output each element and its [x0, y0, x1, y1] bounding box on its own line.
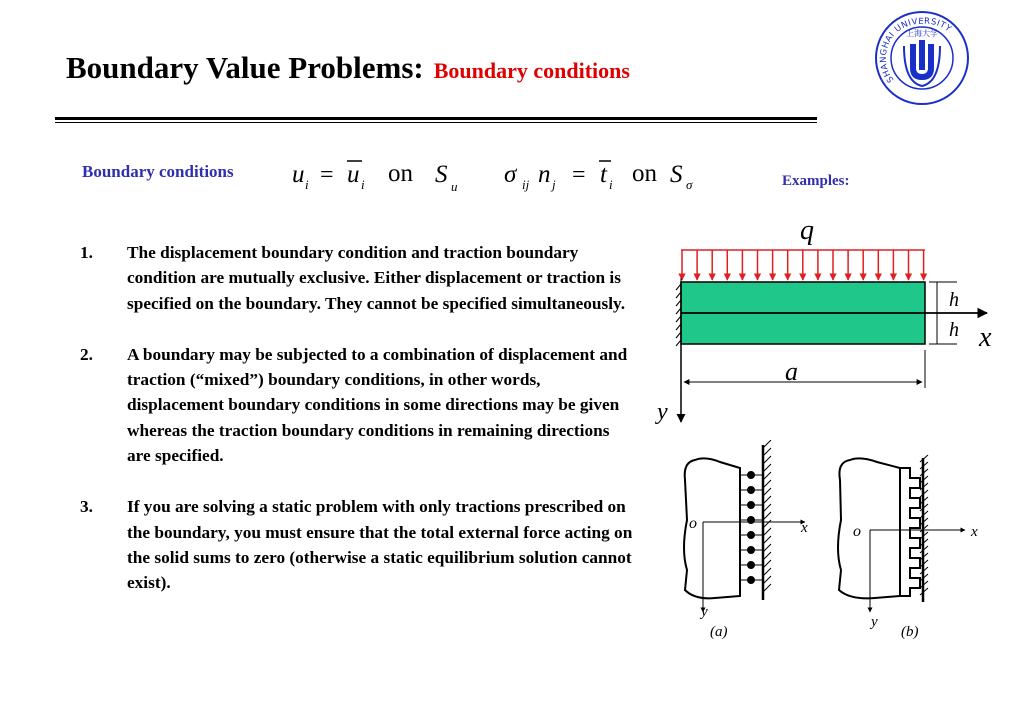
dim-h-bottom: h	[949, 319, 959, 341]
page-title	[66, 50, 630, 86]
eq1-S: S	[435, 161, 448, 188]
university-logo	[874, 10, 970, 106]
boundary-conditions-label: Boundary conditions	[82, 162, 234, 181]
support-a-x: x	[801, 520, 808, 536]
support-b-caption: (b)	[901, 624, 919, 640]
dim-a: a	[785, 357, 798, 386]
title-main: Boundary Value Problems:	[66, 50, 424, 85]
points-list	[80, 240, 635, 622]
axis-x-label: x	[979, 322, 992, 353]
support-a	[684, 440, 805, 612]
title-rule-thick	[55, 117, 817, 120]
eq2-sigma: σ	[504, 161, 517, 188]
equation-displacement-bc	[290, 151, 480, 199]
eq2-n-subscript: j	[552, 177, 556, 192]
eq1-ubar: u	[347, 161, 360, 188]
support-a-caption: (a)	[710, 624, 728, 640]
eq2-S-subscript: σ	[686, 177, 693, 192]
eq1-equals: =	[320, 162, 334, 188]
eq2-equals: =	[572, 162, 586, 188]
list-item	[80, 342, 635, 468]
list-item	[80, 494, 635, 595]
list-item-number: 3.	[80, 497, 93, 517]
support-b-y: y	[871, 614, 878, 630]
eq2-on: on	[632, 160, 657, 187]
examples-label: Examples:	[782, 173, 850, 189]
dim-h-top: h	[949, 289, 959, 311]
list-item	[80, 240, 635, 316]
list-item-number: 2.	[80, 344, 93, 364]
title-subtitle: Boundary conditions	[433, 58, 630, 83]
logo-top-text: 上海大学	[906, 29, 938, 38]
eq2-n: n	[538, 161, 551, 188]
load-arrows	[682, 250, 924, 280]
eq2-t-subscript: i	[609, 177, 613, 192]
support-a-origin: o	[689, 515, 697, 532]
eq1-ubar-subscript: i	[361, 177, 365, 192]
list-item-text: A boundary may be subjected to a combination of displacement and traction (“mixed”) boundary conditions, in other words, displacement boundary conditions in some directions may be given whereas the traction boundary conditions in remaining directions are specified.	[127, 344, 628, 466]
beam-load-q: q	[800, 215, 814, 246]
support-b-origin: o	[853, 523, 861, 540]
support-sketches	[665, 440, 1000, 640]
axis-y-label: y	[657, 399, 668, 425]
eq1-u-subscript: i	[305, 177, 309, 192]
list-item-text: The displacement boundary condition and traction boundary condition are mutually exclusive. Either displacement or traction is specified on the boundary. They cannot be specified simultaneously.	[127, 243, 626, 313]
eq2-sigma-subscript: ij	[522, 177, 530, 192]
list-item-text: If you are solving a static problem with only tractions prescribed on the boundary, you must ensure that the total external force acting on the solid sums to zero (otherwise a static equilibrium solution cannot exist).	[127, 497, 633, 593]
eq2-t: t	[600, 161, 607, 188]
eq1-u: u	[292, 161, 305, 188]
eq1-S-subscript: u	[451, 179, 458, 194]
equation-traction-bc	[502, 151, 712, 199]
logo-center-bar	[919, 40, 925, 70]
list-item-number: 1.	[80, 243, 93, 262]
logo-ring-text: SHANGHAI UNIVERSITY	[878, 16, 954, 85]
support-b-x: x	[971, 524, 978, 540]
eq2-S: S	[670, 161, 683, 188]
support-a-y: y	[701, 604, 708, 620]
beam-diagram	[645, 212, 1010, 430]
eq1-on: on	[388, 160, 413, 187]
title-rule-thin	[55, 122, 817, 123]
